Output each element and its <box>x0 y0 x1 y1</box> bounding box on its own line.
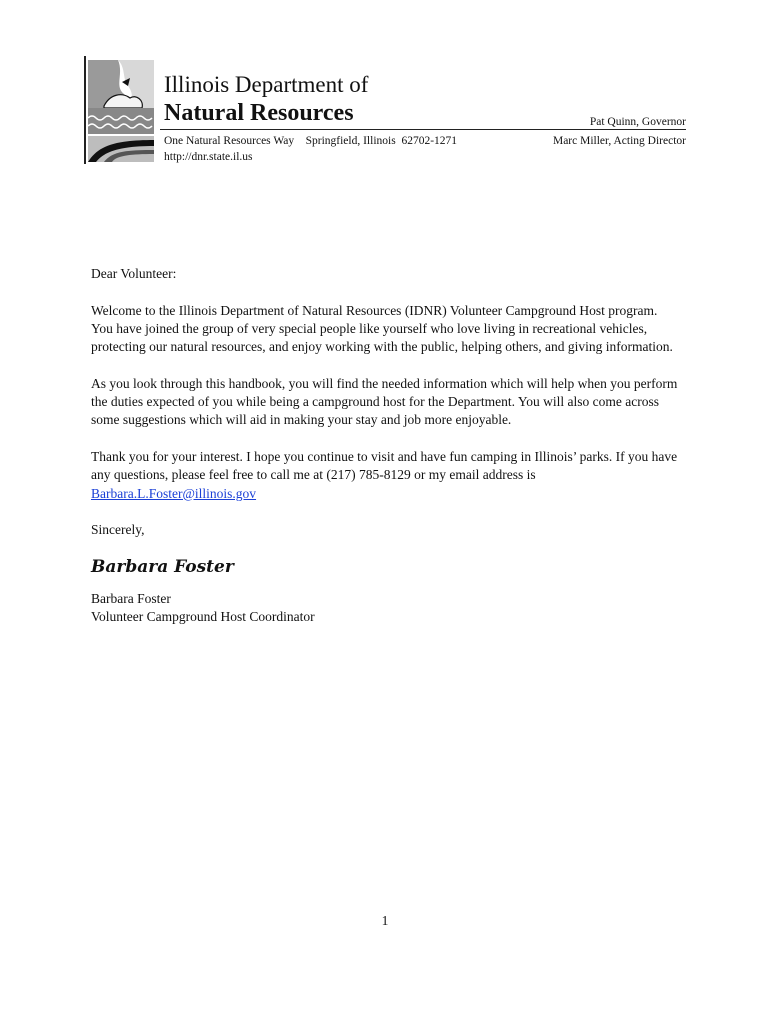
paragraph-welcome: Welcome to the Illinois Department of Natural Resources (IDNR) Volunteer Campground Host program. You have joined the group of very special people like yourself who love living in recreational vehicles, protecting our natural resources, and enjoy working with the public, helping others, and giving information. <box>91 302 673 355</box>
idnr-logo <box>84 56 158 164</box>
email-link[interactable]: Barbara.L.Foster@illinois.gov <box>91 485 257 501</box>
governor-name: Pat Quinn, Governor <box>589 116 686 128</box>
signer-title: Volunteer Campground Host Coordinator <box>91 609 315 625</box>
page-number: 1 <box>381 913 389 928</box>
letter-body <box>91 265 681 627</box>
org-name-line1: Illinois Department of <box>164 72 369 97</box>
closing: Sincerely, <box>91 522 145 538</box>
letterhead-rule <box>160 129 686 130</box>
website-url: http://dnr.state.il.us <box>164 151 253 163</box>
org-name-line2: Natural Resources <box>164 100 354 126</box>
paragraph-contact <box>91 448 681 503</box>
director-name: Marc Miller, Acting Director <box>552 135 686 147</box>
salutation: Dear Volunteer: <box>91 266 177 281</box>
mailing-address: One Natural Resources Way Springfield, Illinois 62702-1271 <box>164 135 458 147</box>
contact-text: Thank you for your interest. I hope you continue to visit and have fun camping in Illinois’ parks. If you have any questions, please feel free to call me at (217) 785-8129 or my email address is <box>91 448 678 483</box>
signature: Barbara Foster <box>91 556 234 577</box>
paragraph-handbook: As you look through this handbook, you will find the needed information which will help when you perform the duties expected of you while being a campground host for the Department. You will also come across some suggestions which will aid in making your stay and job more enjoyable. <box>91 375 678 428</box>
signer-name: Barbara Foster <box>91 591 171 607</box>
